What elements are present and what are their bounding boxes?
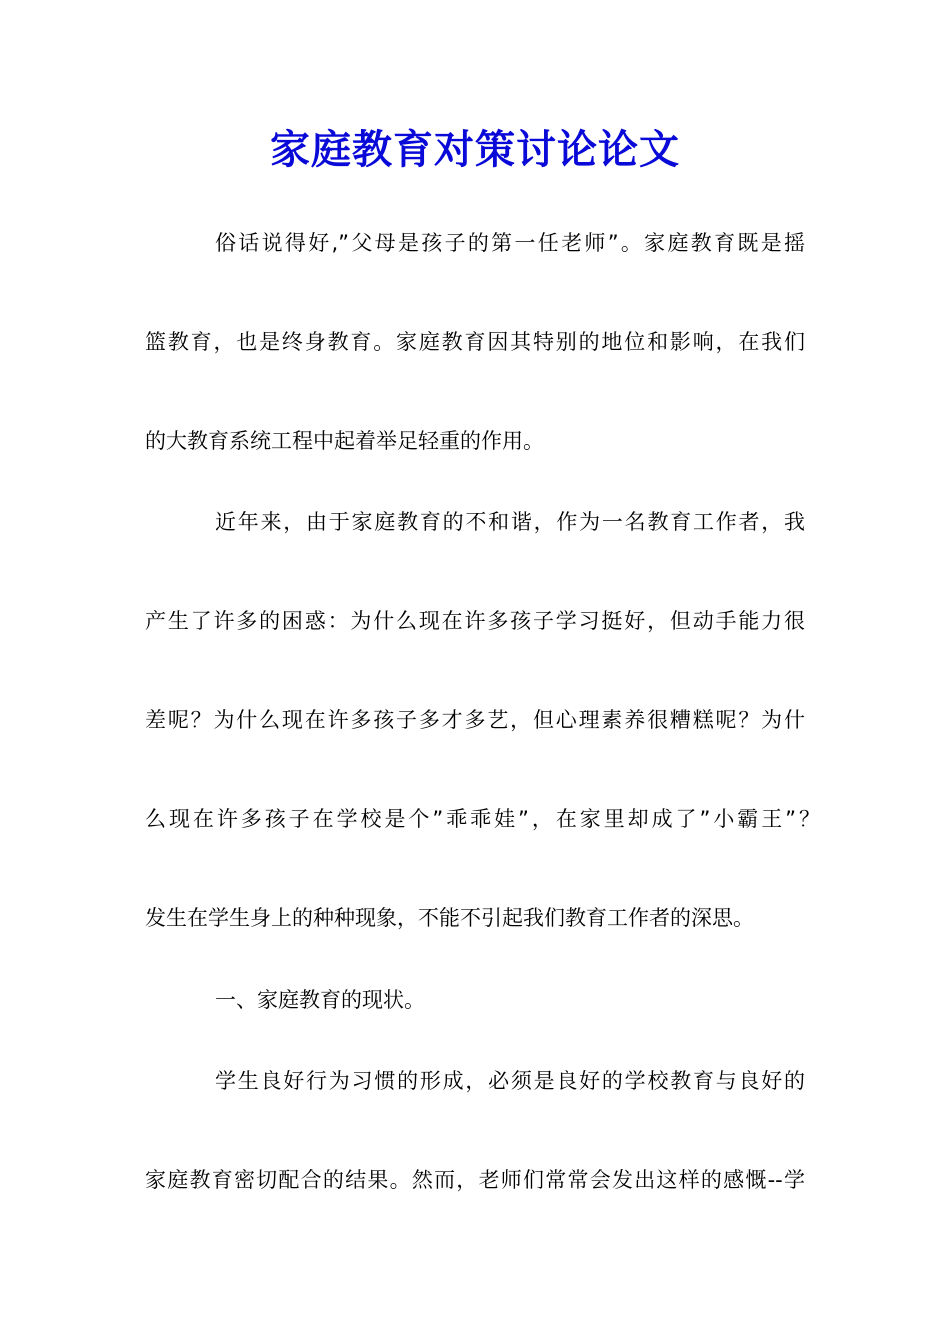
- paragraph-line: 产生了许多的困惑：为什么现在许多孩子学习挺好，但动手能力很: [145, 609, 805, 633]
- paragraph-line: 差呢？为什么现在许多孩子多才多艺，但心理素养很糟糕呢？为什: [145, 708, 805, 732]
- paragraph-line: 么现在许多孩子在学校是个”乖乖娃”，在家里却成了”小霸王”？: [145, 807, 820, 831]
- paragraph-line: 篮教育，也是终身教育。家庭教育因其特别的地位和影响，在我们: [145, 330, 805, 354]
- paragraph-line: 近年来，由于家庭教育的不和谐，作为一名教育工作者，我: [215, 510, 805, 534]
- document-title: 家庭教育对策讨论论文: [270, 126, 680, 173]
- paragraph-line: 学生良好行为习惯的形成，必须是良好的学校教育与良好的: [215, 1069, 805, 1093]
- paragraph-line: 俗话说得好,”父母是孩子的第一任老师”。家庭教育既是摇: [215, 231, 805, 255]
- paragraph-line: 的大教育系统工程中起着举足轻重的作用。: [145, 429, 544, 453]
- section-heading: 一、家庭教育的现状。: [215, 988, 425, 1012]
- paragraph-line: 发生在学生身上的种种现象，不能不引起我们教育工作者的深思。: [145, 906, 754, 930]
- paragraph-line: 家庭教育密切配合的结果。然而，老师们常常会发出这样的感慨--学: [145, 1168, 805, 1192]
